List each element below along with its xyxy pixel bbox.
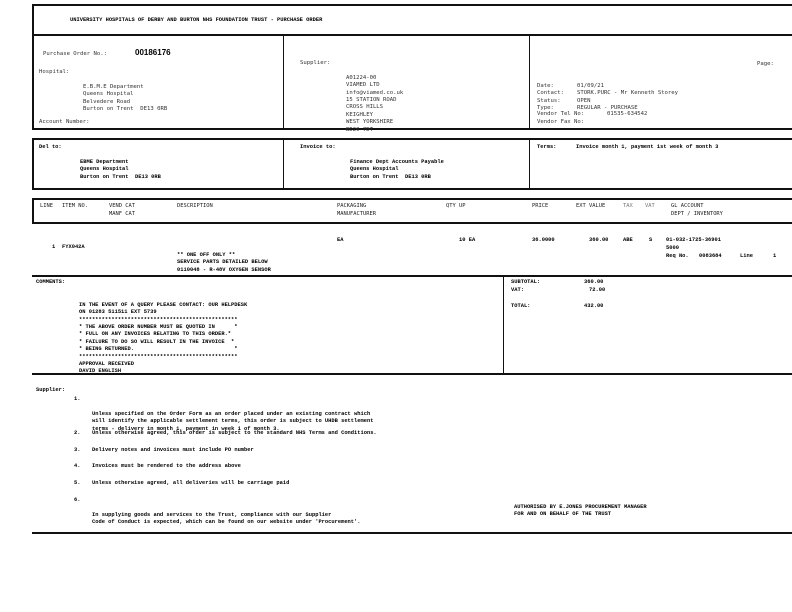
vendor-tel: 01535-634542 xyxy=(607,111,648,117)
item-description: ** ONE OFF ONLY ** SERVICE PARTS DETAILED BELOW 0110048 - R-48V OXYGEN SENSOR xyxy=(177,251,271,273)
supplier-notes-label: Supplier: xyxy=(36,387,66,393)
col-item-no: ITEM NO. xyxy=(62,203,88,209)
req-line: 1 xyxy=(773,253,777,259)
req-label: Req No. xyxy=(666,253,689,259)
account-number-label: Account Number: xyxy=(39,119,90,125)
note-6-number: 6. xyxy=(74,497,81,503)
po-number: 00186176 xyxy=(135,48,171,57)
note-5-number: 5. xyxy=(74,480,81,486)
col-tax: TAX xyxy=(623,203,633,209)
meta-labels: Date: Contact: Status: Type: xyxy=(537,82,564,111)
note-5-text: Unless otherwise agreed, all deliveries will be carriage paid xyxy=(92,480,290,486)
line-number: 1 xyxy=(52,244,56,250)
packaging: EA xyxy=(337,237,344,243)
delivery-divider-2 xyxy=(529,139,530,189)
col-packaging: PACKAGING xyxy=(337,203,367,209)
authorised-by: AUTHORISED BY E.JONES PROCUREMENT MANAGER FOR AND ON BEHALF OF THE TRUST xyxy=(514,503,647,518)
terms-value: Invoice month 1, payment 1st week of month 3 xyxy=(576,144,719,150)
meta-values: 01/09/21 STORK.PURC - Mr Kenneth Storey OPEN REGULAR - PURCHASE xyxy=(577,82,679,111)
ext-value: 360.00 xyxy=(589,237,609,243)
delivery-divider-1 xyxy=(283,139,284,189)
gl-dept: 5000 xyxy=(666,245,679,251)
col-vend-cat: VEND CAT xyxy=(109,203,135,209)
total-value: 432.00 xyxy=(584,303,604,309)
col-price: PRICE xyxy=(532,203,549,209)
note-1-text: Unless specified on the Order Form as an order placed under an existing contract which will identify the applicable settlement terms, this order is subject to UHDB settlement terms - delivery in month 1, payment in week 1 of month 3. xyxy=(92,410,374,432)
page-label: Page: xyxy=(757,61,774,67)
delivery-label: Del to: xyxy=(39,144,62,150)
total-label: TOTAL: xyxy=(511,303,531,309)
supplier-address: A01224-00 VIAMED LTD info@viamed.co.uk 15 STATION ROAD CROSS HILLS KEIGHLEY WEST YORKSHIRE BD20 7DT xyxy=(346,74,404,133)
col-vat: VAT xyxy=(645,203,655,209)
col-qty: QTY UP xyxy=(446,203,466,209)
subtotal-label: SUBTOTAL: xyxy=(511,279,541,285)
hospital-address: E.B.M.E Department Queens Hospital Belvedere Road Burton on Trent DE13 0RB xyxy=(83,83,168,112)
note-1-number: 1. xyxy=(74,396,81,402)
col-manf-cat: MANF CAT xyxy=(109,211,135,217)
tax-code: ABE xyxy=(623,237,633,243)
hospital-label: Hospital: xyxy=(39,69,70,75)
vendor-fax-label: Vendor Fax No: xyxy=(537,119,585,125)
note-6-text: In supplying goods and services to the Trust, compliance with our Supplier Code of Conduct is expected, which can be found on our website under 'Procurement'. xyxy=(92,511,361,526)
invoice-address: Finance Dept Accounts Payable Queens Hospital Burton on Trent DE13 0RB xyxy=(350,158,444,180)
footer-rule xyxy=(32,532,792,534)
invoice-label: Invoice to: xyxy=(300,144,336,150)
note-4-text: Invoices must be rendered to the address above xyxy=(92,463,241,469)
po-label: Purchase Order No.: xyxy=(43,51,107,57)
col-ext-value: EXT VALUE xyxy=(576,203,606,209)
terms-label: Terms: xyxy=(537,144,557,150)
document-title: UNIVERSITY HOSPITALS OF DERBY AND BURTON NHS FOUNDATION TRUST - PURCHASE ORDER xyxy=(70,17,323,23)
item-number: FYX042A xyxy=(62,244,85,250)
vat-code: S xyxy=(649,237,653,243)
header-divider-1 xyxy=(283,35,284,129)
col-dept-inventory: DEPT / INVENTORY xyxy=(671,211,723,217)
comments-label: COMMENTS: xyxy=(36,279,66,285)
req-number: 0083684 xyxy=(699,253,722,259)
subtotal-value: 360.00 xyxy=(584,279,604,285)
gl-account: 01-032-1725-36901 xyxy=(666,237,721,243)
col-manufacturer: MANUFACTURER xyxy=(337,211,376,217)
col-line: LINE xyxy=(40,203,53,209)
col-description: DESCRIPTION xyxy=(177,203,213,209)
req-line-label: Line xyxy=(740,253,753,259)
comments-divider xyxy=(503,277,504,373)
note-3-number: 3. xyxy=(74,447,81,453)
note-3-text: Delivery notes and invoices must include PO number xyxy=(92,447,254,453)
vat-label: VAT: xyxy=(511,287,524,293)
quantity: 10 EA xyxy=(459,237,476,243)
vendor-tel-label: Vendor Tel No: xyxy=(537,111,585,117)
supplier-label: Supplier: xyxy=(300,60,331,66)
vat-value: 72.00 xyxy=(589,287,606,293)
note-2-number: 2. xyxy=(74,430,81,436)
note-4-number: 4. xyxy=(74,463,81,469)
price: 36.0000 xyxy=(532,237,555,243)
comments-top-rule xyxy=(32,275,792,277)
comments-text: IN THE EVENT OF A QUERY PLEASE CONTACT: OUR HELPDESK ON 01283 511511 EXT 5739 ************************************************* * THE ABOVE ORDER NUMBER MUST BE QUOTED IN * * FULL ON ANY INVOICES RELATING TO THIS ORDER.* * FAILURE TO DO SO WILL RESULT IN THE INVOICE * * BEING RETURNED. * ************************************************* APPROVAL RECEIVED DAVID ENGLISH xyxy=(79,301,248,375)
col-gl-account: GL ACCOUNT xyxy=(671,203,704,209)
note-2-text: Unless otherwise agreed, this order is subject to the standard NHS Terms and Conditions. xyxy=(92,430,377,436)
delivery-address: EBME Department Queens Hospital Burton on Trent DE13 0RB xyxy=(80,158,161,180)
header-divider-2 xyxy=(529,35,530,129)
